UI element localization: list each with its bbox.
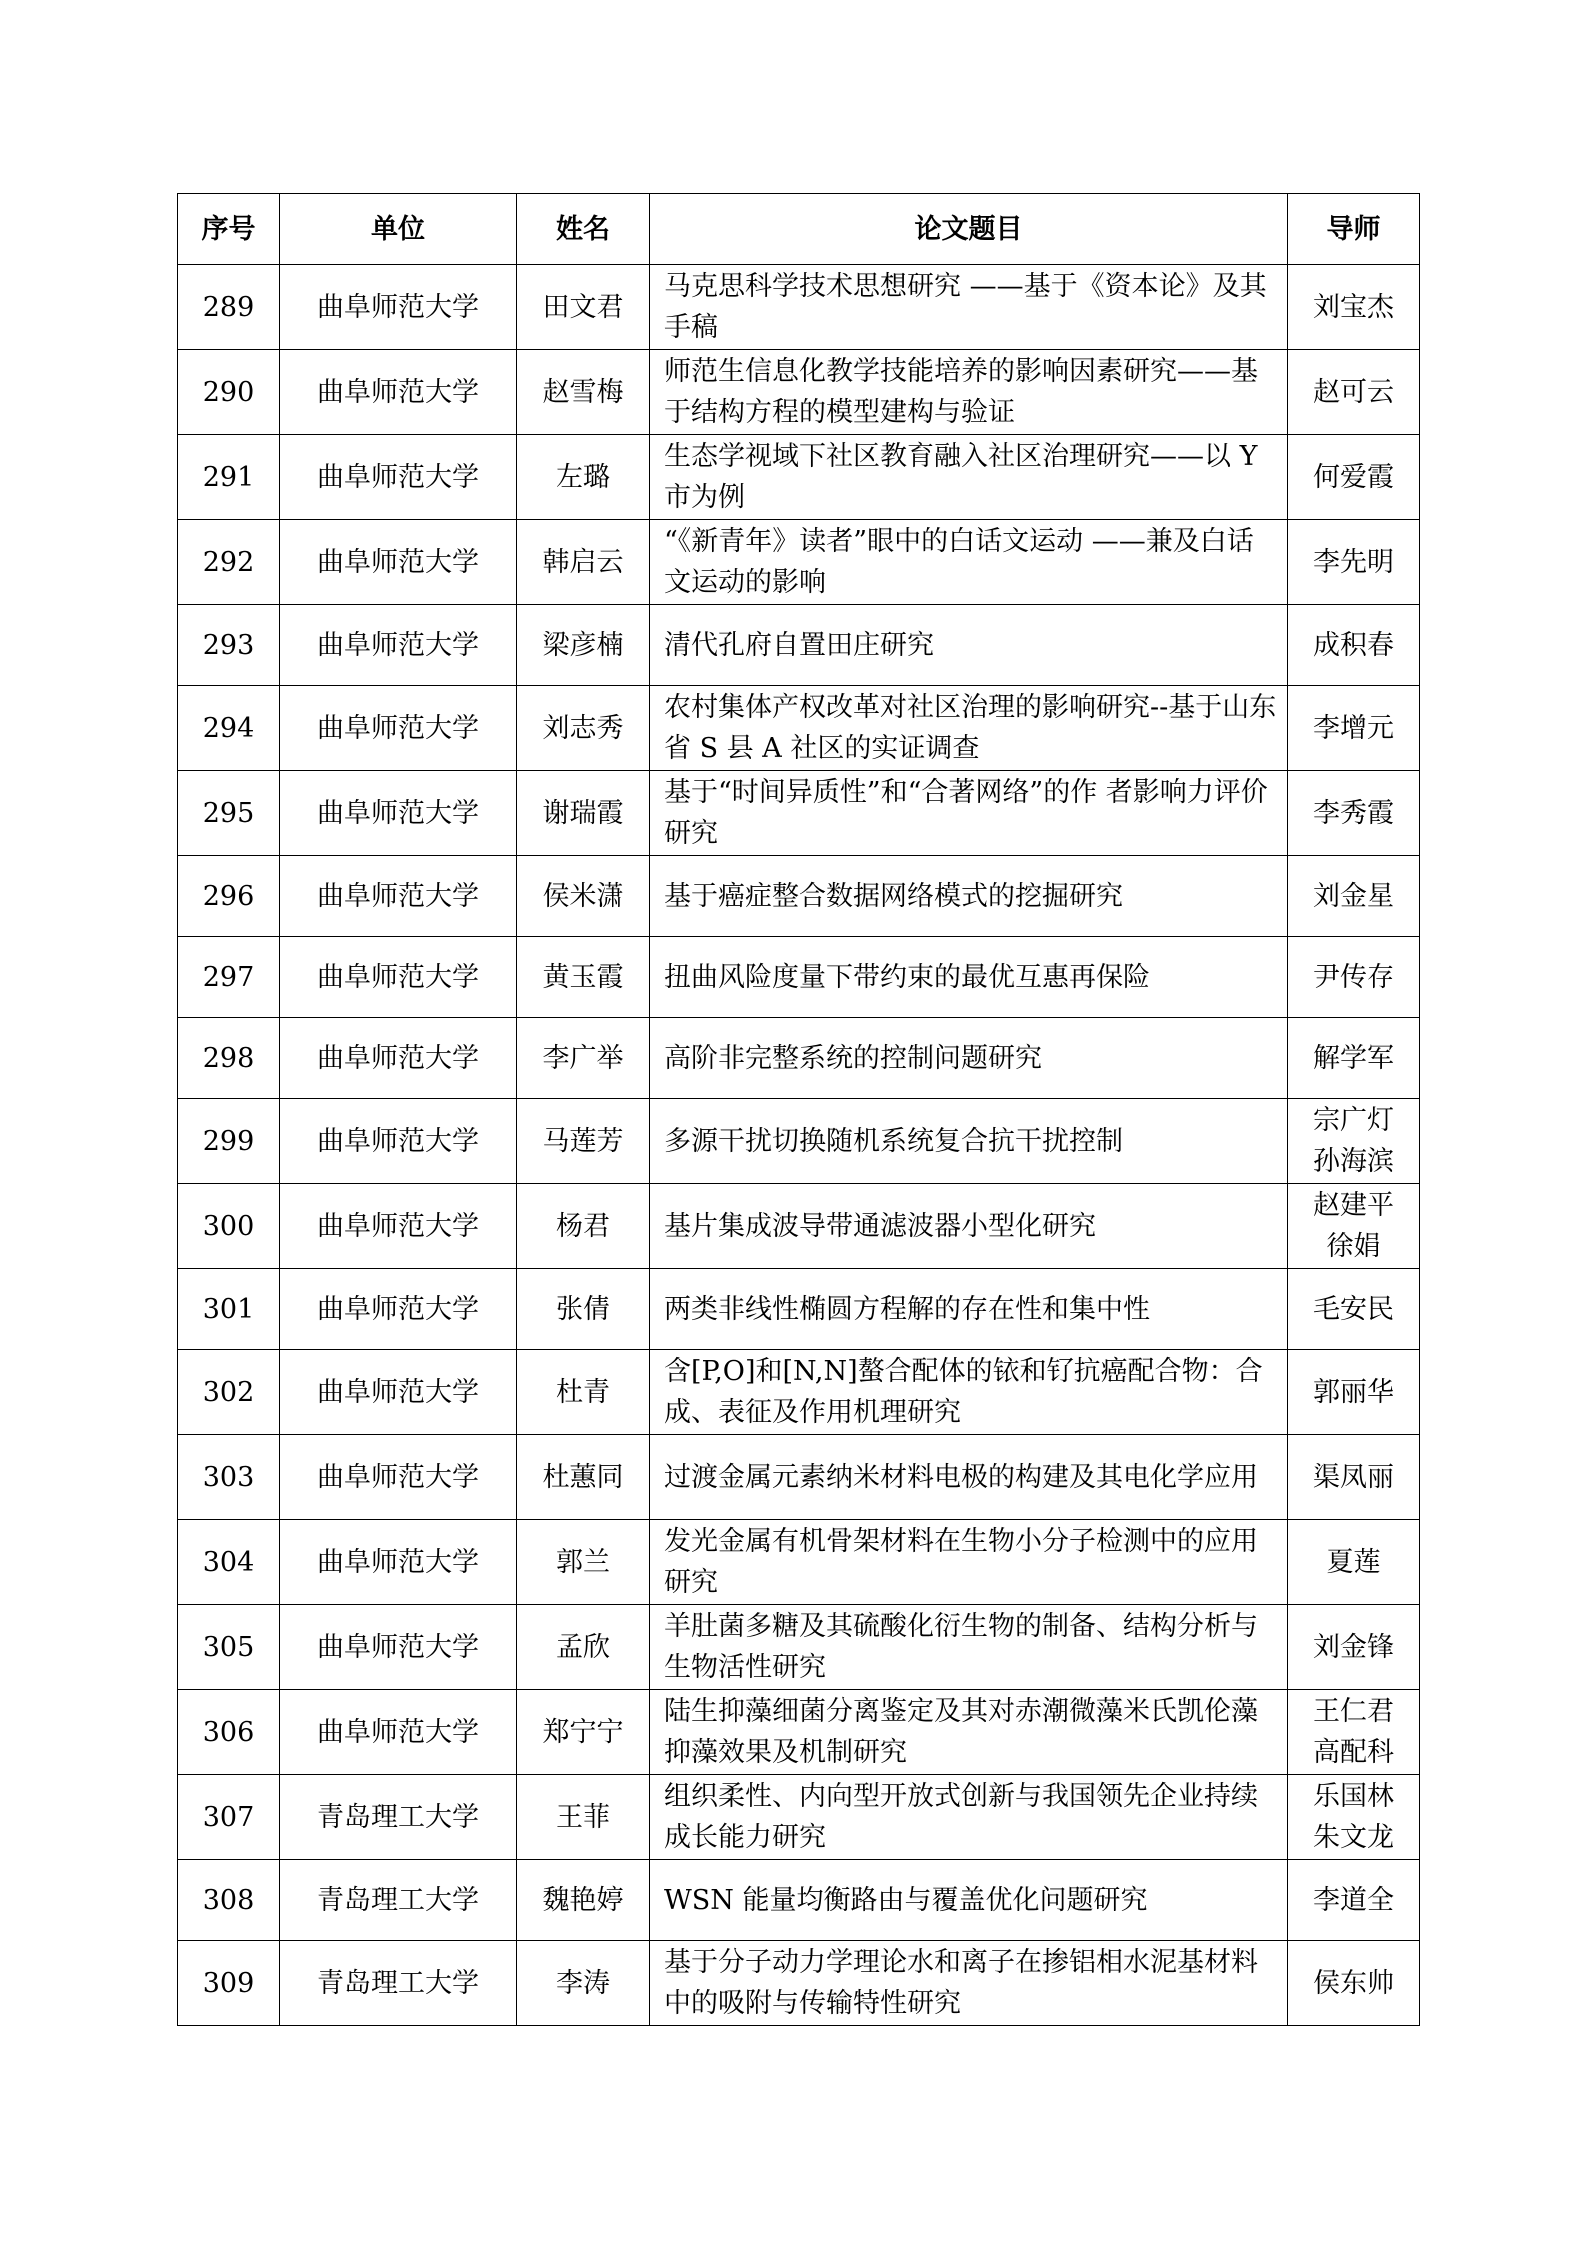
table-row xyxy=(178,1435,1420,1520)
cell-seq: 297 xyxy=(178,937,280,1018)
cell-unit: 青岛理工大学 xyxy=(280,1775,517,1860)
cell-name: 马莲芳 xyxy=(517,1099,650,1184)
header-unit: 单位 xyxy=(280,194,517,265)
cell-advisor xyxy=(1288,686,1420,771)
advisor-name: 刘金星 xyxy=(1313,880,1394,912)
cell-advisor xyxy=(1288,265,1420,350)
cell-unit: 曲阜师范大学 xyxy=(280,1690,517,1775)
cell-title: 含[P,O]和[N,N]螯合配体的铱和钌抗癌配合物：合成、表征及作用机理研究 xyxy=(650,1350,1288,1435)
advisor-name: 渠凤丽 xyxy=(1313,1461,1394,1493)
cell-advisor xyxy=(1288,771,1420,856)
advisor-name: 郭丽华 xyxy=(1313,1376,1394,1408)
cell-seq: 307 xyxy=(178,1775,280,1860)
cell-seq: 292 xyxy=(178,520,280,605)
advisor-name: 李秀霞 xyxy=(1313,797,1394,829)
cell-unit: 曲阜师范大学 xyxy=(280,1350,517,1435)
cell-advisor xyxy=(1288,1941,1420,2026)
header-seq: 序号 xyxy=(178,194,280,265)
table-row xyxy=(178,435,1420,520)
cell-title: 马克思科学技术思想研究 ——基于《资本论》及其手稿 xyxy=(650,265,1288,350)
table-row xyxy=(178,1860,1420,1941)
cell-unit: 曲阜师范大学 xyxy=(280,520,517,605)
cell-advisor xyxy=(1288,1860,1420,1941)
cell-seq: 295 xyxy=(178,771,280,856)
advisor-name: 毛安民 xyxy=(1313,1293,1394,1325)
advisor-name: 李先明 xyxy=(1313,546,1394,578)
table-row xyxy=(178,856,1420,937)
cell-title: 基于“时间异质性”和“合著网络”的作 者影响力评价研究 xyxy=(650,771,1288,856)
cell-advisor xyxy=(1288,350,1420,435)
cell-title: 两类非线性椭圆方程解的存在性和集中性 xyxy=(650,1269,1288,1350)
cell-seq: 304 xyxy=(178,1520,280,1605)
cell-unit: 青岛理工大学 xyxy=(280,1941,517,2026)
cell-name: 杜蕙同 xyxy=(517,1435,650,1520)
advisor-name: 徐娟 xyxy=(1326,1231,1381,1262)
cell-name: 王菲 xyxy=(517,1775,650,1860)
table-row xyxy=(178,686,1420,771)
cell-unit: 曲阜师范大学 xyxy=(280,771,517,856)
table-row xyxy=(178,1099,1420,1184)
cell-title: 组织柔性、内向型开放式创新与我国领先企业持续成长能力研究 xyxy=(650,1775,1288,1860)
table-row xyxy=(178,1184,1420,1269)
cell-title: 基于分子动力学理论水和离子在掺铝相水泥基材料中的吸附与传输特性研究 xyxy=(650,1941,1288,2026)
cell-name: 田文君 xyxy=(517,265,650,350)
cell-seq: 308 xyxy=(178,1860,280,1941)
cell-title: 陆生抑藻细菌分离鉴定及其对赤潮微藻米氏凯伦藻抑藻效果及机制研究 xyxy=(650,1690,1288,1775)
cell-advisor xyxy=(1288,605,1420,686)
cell-unit: 曲阜师范大学 xyxy=(280,435,517,520)
cell-unit: 曲阜师范大学 xyxy=(280,1520,517,1605)
cell-unit: 曲阜师范大学 xyxy=(280,1435,517,1520)
advisor-name: 李增元 xyxy=(1313,712,1394,744)
cell-advisor xyxy=(1288,937,1420,1018)
cell-advisor xyxy=(1288,1350,1420,1435)
cell-name: 侯米潇 xyxy=(517,856,650,937)
cell-name: 韩启云 xyxy=(517,520,650,605)
cell-seq: 294 xyxy=(178,686,280,771)
advisor-name: 乐国林 xyxy=(1313,1781,1394,1812)
cell-title: 生态学视域下社区教育融入社区治理研究——以 Y 市为例 xyxy=(650,435,1288,520)
cell-name: 杨君 xyxy=(517,1184,650,1269)
cell-title: 多源干扰切换随机系统复合抗干扰控制 xyxy=(650,1099,1288,1184)
table-row xyxy=(178,1775,1420,1860)
cell-name: 谢瑞霞 xyxy=(517,771,650,856)
advisor-name: 刘金锋 xyxy=(1313,1631,1394,1663)
cell-title: 清代孔府自置田庄研究 xyxy=(650,605,1288,686)
table-row xyxy=(178,1690,1420,1775)
cell-unit: 曲阜师范大学 xyxy=(280,937,517,1018)
advisor-name: 赵建平 xyxy=(1313,1190,1394,1221)
cell-name: 赵雪梅 xyxy=(517,350,650,435)
advisor-name: 朱文龙 xyxy=(1313,1822,1394,1853)
table-row xyxy=(178,1520,1420,1605)
cell-advisor xyxy=(1288,1690,1420,1775)
cell-seq: 290 xyxy=(178,350,280,435)
table-row xyxy=(178,1605,1420,1690)
cell-unit: 曲阜师范大学 xyxy=(280,686,517,771)
advisor-name: 王仁君 xyxy=(1313,1696,1394,1727)
table-row xyxy=(178,1018,1420,1099)
cell-title: 基片集成波导带通滤波器小型化研究 xyxy=(650,1184,1288,1269)
cell-advisor xyxy=(1288,1018,1420,1099)
cell-name: 李广举 xyxy=(517,1018,650,1099)
cell-title: 发光金属有机骨架材料在生物小分子检测中的应用研究 xyxy=(650,1520,1288,1605)
cell-advisor xyxy=(1288,1184,1420,1269)
advisor-name: 宗广灯 xyxy=(1313,1105,1394,1136)
cell-seq: 300 xyxy=(178,1184,280,1269)
cell-advisor xyxy=(1288,856,1420,937)
cell-unit: 曲阜师范大学 xyxy=(280,605,517,686)
cell-seq: 306 xyxy=(178,1690,280,1775)
cell-title: 师范生信息化教学技能培养的影响因素研究——基于结构方程的模型建构与验证 xyxy=(650,350,1288,435)
table-row xyxy=(178,350,1420,435)
cell-advisor xyxy=(1288,520,1420,605)
cell-advisor xyxy=(1288,1269,1420,1350)
header-title: 论文题目 xyxy=(650,194,1288,265)
cell-title: WSN 能量均衡路由与覆盖优化问题研究 xyxy=(650,1860,1288,1941)
thesis-table xyxy=(177,193,1420,2026)
advisor-name: 孙海滨 xyxy=(1313,1146,1394,1177)
advisor-name: 李道全 xyxy=(1313,1884,1394,1916)
advisor-name: 尹传存 xyxy=(1313,961,1394,993)
cell-seq: 289 xyxy=(178,265,280,350)
cell-seq: 296 xyxy=(178,856,280,937)
cell-name: 刘志秀 xyxy=(517,686,650,771)
table-body xyxy=(178,265,1420,2026)
cell-title: 羊肚菌多糖及其硫酸化衍生物的制备、结构分析与生物活性研究 xyxy=(650,1605,1288,1690)
advisor-name: 赵可云 xyxy=(1313,376,1394,408)
cell-advisor xyxy=(1288,435,1420,520)
cell-name: 李涛 xyxy=(517,1941,650,2026)
cell-title: 过渡金属元素纳米材料电极的构建及其电化学应用 xyxy=(650,1435,1288,1520)
header-name: 姓名 xyxy=(517,194,650,265)
cell-seq: 298 xyxy=(178,1018,280,1099)
cell-title: 高阶非完整系统的控制问题研究 xyxy=(650,1018,1288,1099)
cell-name: 杜青 xyxy=(517,1350,650,1435)
cell-name: 张倩 xyxy=(517,1269,650,1350)
cell-seq: 309 xyxy=(178,1941,280,2026)
table-row xyxy=(178,1941,1420,2026)
header-row xyxy=(178,194,1420,265)
cell-name: 黄玉霞 xyxy=(517,937,650,1018)
advisor-name: 成积春 xyxy=(1313,629,1394,661)
table-row xyxy=(178,520,1420,605)
table-row xyxy=(178,1269,1420,1350)
cell-seq: 305 xyxy=(178,1605,280,1690)
cell-unit: 曲阜师范大学 xyxy=(280,1099,517,1184)
header-advisor: 导师 xyxy=(1288,194,1420,265)
cell-unit: 曲阜师范大学 xyxy=(280,350,517,435)
advisor-name: 何爱霞 xyxy=(1313,461,1394,493)
table-row xyxy=(178,771,1420,856)
advisor-name: 高配科 xyxy=(1313,1737,1394,1768)
advisor-name: 解学军 xyxy=(1313,1042,1394,1074)
cell-advisor xyxy=(1288,1435,1420,1520)
table-row xyxy=(178,1350,1420,1435)
cell-title: “《新青年》读者”眼中的白话文运动 ——兼及白话文运动的影响 xyxy=(650,520,1288,605)
cell-seq: 291 xyxy=(178,435,280,520)
table-row xyxy=(178,265,1420,350)
cell-unit: 曲阜师范大学 xyxy=(280,1184,517,1269)
cell-name: 魏艳婷 xyxy=(517,1860,650,1941)
table-row xyxy=(178,937,1420,1018)
cell-advisor xyxy=(1288,1775,1420,1860)
cell-unit: 曲阜师范大学 xyxy=(280,1605,517,1690)
cell-name: 孟欣 xyxy=(517,1605,650,1690)
cell-unit: 曲阜师范大学 xyxy=(280,856,517,937)
cell-advisor xyxy=(1288,1099,1420,1184)
table-row xyxy=(178,605,1420,686)
cell-advisor xyxy=(1288,1605,1420,1690)
cell-seq: 302 xyxy=(178,1350,280,1435)
cell-seq: 299 xyxy=(178,1099,280,1184)
cell-name: 郑宁宁 xyxy=(517,1690,650,1775)
cell-name: 郭兰 xyxy=(517,1520,650,1605)
advisor-name: 夏莲 xyxy=(1326,1546,1381,1578)
cell-title: 扭曲风险度量下带约束的最优互惠再保险 xyxy=(650,937,1288,1018)
cell-unit: 曲阜师范大学 xyxy=(280,1018,517,1099)
cell-unit: 青岛理工大学 xyxy=(280,1860,517,1941)
cell-seq: 293 xyxy=(178,605,280,686)
advisor-name: 刘宝杰 xyxy=(1313,291,1394,323)
cell-name: 梁彦楠 xyxy=(517,605,650,686)
advisor-name: 侯东帅 xyxy=(1313,1967,1394,1999)
cell-title: 基于癌症整合数据网络模式的挖掘研究 xyxy=(650,856,1288,937)
cell-unit: 曲阜师范大学 xyxy=(280,265,517,350)
cell-unit: 曲阜师范大学 xyxy=(280,1269,517,1350)
cell-name: 左璐 xyxy=(517,435,650,520)
cell-title: 农村集体产权改革对社区治理的影响研究--基于山东省 S 县 A 社区的实证调查 xyxy=(650,686,1288,771)
cell-seq: 303 xyxy=(178,1435,280,1520)
cell-advisor xyxy=(1288,1520,1420,1605)
cell-seq: 301 xyxy=(178,1269,280,1350)
